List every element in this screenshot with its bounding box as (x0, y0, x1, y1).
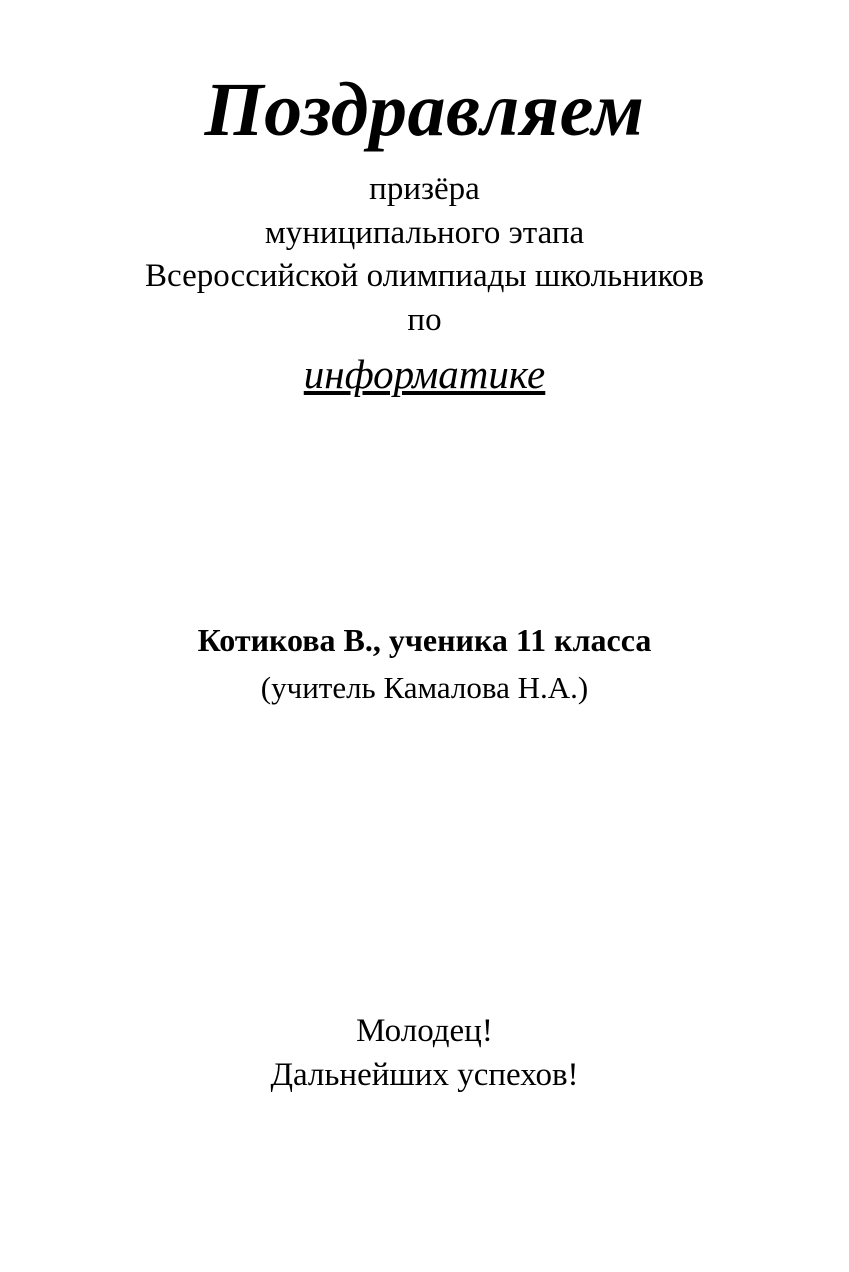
subject-name: информатике (303, 351, 546, 398)
subtitle-line-1: призёра (369, 171, 480, 207)
awardee-name: Котикова В., ученика 11 класса (197, 622, 652, 659)
closing-line-2: Дальнейших успехов! (270, 1057, 579, 1094)
closing-line-1: Молодец! (356, 1012, 493, 1049)
page-title: Поздравляем (204, 68, 645, 152)
certificate-page (0, 68, 849, 1272)
subtitle-line-2: муниципального этапа (264, 214, 585, 251)
subtitle-line-4: по (407, 301, 442, 338)
subtitle-line-3: Всероссийской олимпиады школьников (145, 258, 704, 295)
closing-block (0, 1009, 849, 1098)
teacher-name: (учитель Камалова Н.А.) (260, 669, 589, 705)
